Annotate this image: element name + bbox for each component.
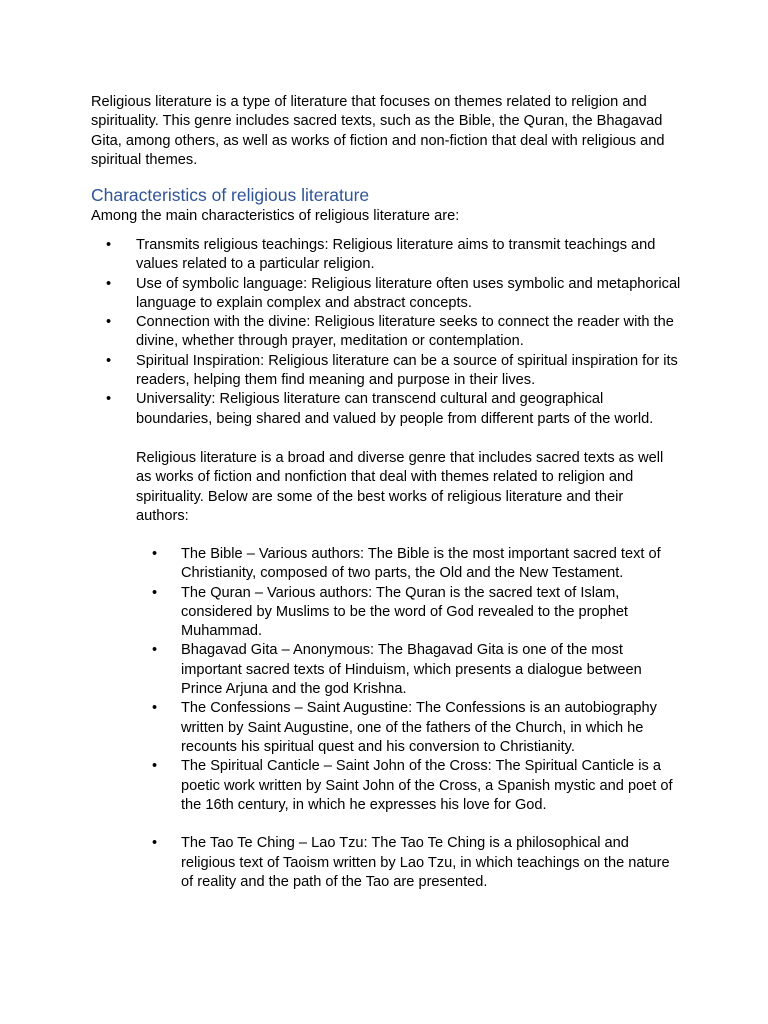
list-item-text: Use of symbolic language: Religious literature often uses symbolic and metaphorical language to explain complex and abstract concepts. [136,275,681,311]
works-intro-paragraph: Religious literature is a broad and diverse genre that includes sacred texts as well as works of fiction and nonfiction that deal with themes related to religion and spirituality. Below are some of the best works of religious literature and their authors: [136,450,664,524]
list-item [0,757,679,815]
bullet-icon: • [106,237,112,253]
intro-paragraph: Religious literature is a type of literature that focuses on themes related to religion and spirituality. This genre includes sacred texts, such as the Bible, the Quran, the Bhagavad Gita, among others, as well as works of fiction and non-fiction that deal with religious and spiritual themes. [91,94,665,168]
list-item-text: The Confessions – Saint Augustine: The Confessions is an autobiography written by Saint Augustine, one of the fathers of the Church, in which he recounts his spiritual quest and his conversion to Christianity. [181,700,657,755]
list-item-text: Connection with the divine: Religious literature seeks to connect the reader with the divine, whether through prayer, meditation or contemplation. [136,314,674,350]
bullet-icon: • [152,546,158,562]
list-item [0,699,679,757]
list-item-text: The Bible – Various authors: The Bible is the most important sacred text of Christianity, composed of two parts, the Old and the New Testament. [181,546,661,582]
list-item [0,275,681,314]
list-item [0,313,681,352]
list-item [0,584,679,642]
works-list [0,545,720,892]
bullet-icon: • [106,314,112,331]
lead-sentence: Among the main characteristics of religious literature are: [91,208,460,224]
list-item [0,236,681,275]
bullet-icon: • [152,835,158,852]
bullet-icon: • [152,700,158,717]
list-item-text: Universality: Religious literature can transcend cultural and geographical boundaries, being shared and valued by people from different parts of the world. [136,391,654,427]
list-item [0,352,681,391]
list-item [0,641,679,699]
list-item-text: The Tao Te Ching – Lao Tzu: The Tao Te Ching is a philosophical and religious text of Taoism written by Lao Tzu, in which teachings on the nature of reality and the path of the Tao are presented. [181,835,670,891]
bullet-icon: • [106,275,112,292]
bullet-icon: • [106,391,112,408]
list-item-text: Transmits religious teachings: Religious literature aims to transmit teachings and values related to a particular religion. [136,237,656,273]
list-item-text: Spiritual Inspiration: Religious literature can be a source of spiritual inspiration for its readers, helping them find meaning and purpose in their lives. [136,352,678,389]
list-item-text: Bhagavad Gita – Anonymous: The Bhagavad Gita is one of the most important sacred texts of Hinduism, which presents a dialogue between Prince Arjuna and the god Krishna. [181,642,642,698]
list-item-text: The Spiritual Canticle – Saint John of the Cross: The Spiritual Canticle is a poetic work written by Saint John of the Cross, a Spanish mystic and poet of the 16th century, in which he expresses his love for God. [181,758,673,813]
bullet-icon: • [106,352,112,369]
list-item-text: The Quran – Various authors: The Quran is the sacred text of Islam, considered by Muslims to be the word of God revealed to the prophet Muhammad. [181,584,628,640]
bullet-icon: • [152,642,158,659]
list-item [0,545,679,584]
list-item [0,834,679,892]
bullet-icon: • [152,584,158,601]
characteristics-list [0,236,700,429]
section-heading: Characteristics of religious literature [91,185,370,205]
bullet-icon: • [152,758,158,775]
list-item [0,390,681,429]
